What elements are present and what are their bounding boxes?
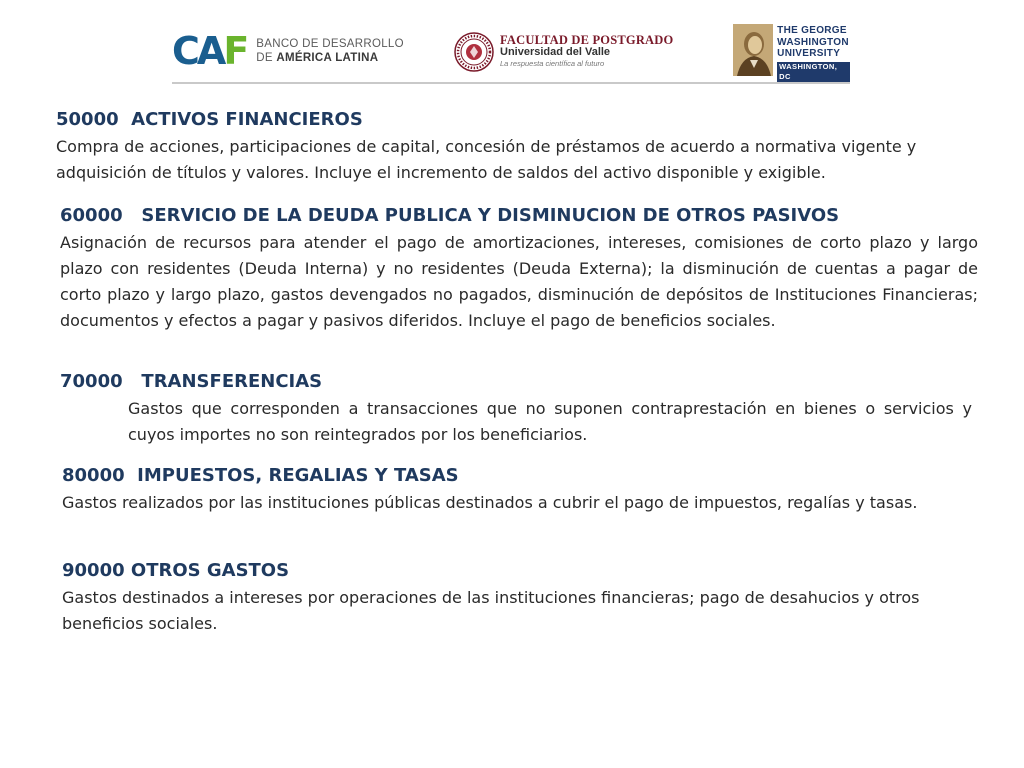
section-heading: 60000 SERVICIO DE LA DEUDA PUBLICA Y DISMINUCION DE OTROS PASIVOS xyxy=(60,205,840,226)
caf-logo-mark xyxy=(172,29,247,73)
section-heading: 90000 OTROS GASTOS xyxy=(62,560,290,581)
section-80000 xyxy=(62,464,972,516)
page-header xyxy=(172,22,850,82)
caf-logo xyxy=(172,28,404,74)
section-body: Gastos realizados por las instituciones públicas destinados a cubrir el pago de impuestos, regalías y tasas. xyxy=(62,493,918,512)
section-heading: 50000 ACTIVOS FINANCIEROS xyxy=(56,109,363,130)
caf-mark-f: F xyxy=(223,29,247,73)
section-heading: 80000 IMPUESTOS, REGALIAS Y TASAS xyxy=(62,465,459,486)
section-body: Compra de acciones, participaciones de capital, concesión de préstamos de acuerdo a normativa vigente y adquisición de títulos y valores. Incluye el incremento de saldos del activo disponible y exigible. xyxy=(56,137,917,182)
caf-line2-prefix: DE xyxy=(256,52,277,64)
section-body: Asignación de recursos para atender el pago de amortizaciones, intereses, comisiones de corto plazo y largo plazo con residentes (Deuda Interna) y no residentes (Deuda Externa); la disminución de cuentas a pagar de corto plazo y largo plazo, gastos devengados no pagados, disminución de depósitos de Instituciones Financieras; documentos y efectos a pagar y pasivos diferidos. Incluye el pago de beneficios sociales. xyxy=(60,233,978,330)
gwu-line1: THE GEORGE xyxy=(777,25,847,36)
gwu-logo xyxy=(733,24,850,80)
caf-logo-text xyxy=(256,37,404,65)
header-divider xyxy=(172,82,850,84)
section-body: Gastos destinados a intereses por operaciones de las instituciones financieras; pago de desahucios y otros beneficios sociales. xyxy=(62,588,920,633)
section-50000 xyxy=(56,108,974,186)
univalle-subtitle: Universidad del Valle xyxy=(500,46,611,58)
caf-line2 xyxy=(256,51,404,65)
section-body: Gastos que corresponden a transacciones que no suponen contraprestación en bienes o servicios y cuyos importes no son reintegrados por los beneficiarios. xyxy=(128,399,972,444)
caf-line2-bold: AMÉRICA LATINA xyxy=(276,52,379,64)
caf-line1: BANCO DE DESARROLLO xyxy=(256,38,404,50)
section-90000 xyxy=(62,559,972,637)
univalle-seal-icon xyxy=(454,32,494,72)
gwu-location-bar: WASHINGTON, DC xyxy=(777,62,850,82)
caf-mark-c: C xyxy=(172,29,197,73)
section-60000 xyxy=(60,204,978,334)
gwu-portrait-image xyxy=(733,24,773,76)
gwu-logo-text xyxy=(777,24,850,80)
washington-portrait-icon xyxy=(733,24,773,76)
section-heading: 70000 TRANSFERENCIAS xyxy=(60,371,323,392)
univalle-logo-text xyxy=(500,34,673,70)
univalle-logo xyxy=(454,28,673,76)
gwu-line2: WASHINGTON xyxy=(777,36,849,48)
univalle-tagline: La respuesta científica al futuro xyxy=(500,59,605,68)
section-70000 xyxy=(60,370,978,448)
gwu-line3: UNIVERSITY xyxy=(777,48,841,59)
univalle-title: FACULTAD DE POSTGRADO xyxy=(500,33,674,47)
caf-mark-a: A xyxy=(196,29,224,73)
